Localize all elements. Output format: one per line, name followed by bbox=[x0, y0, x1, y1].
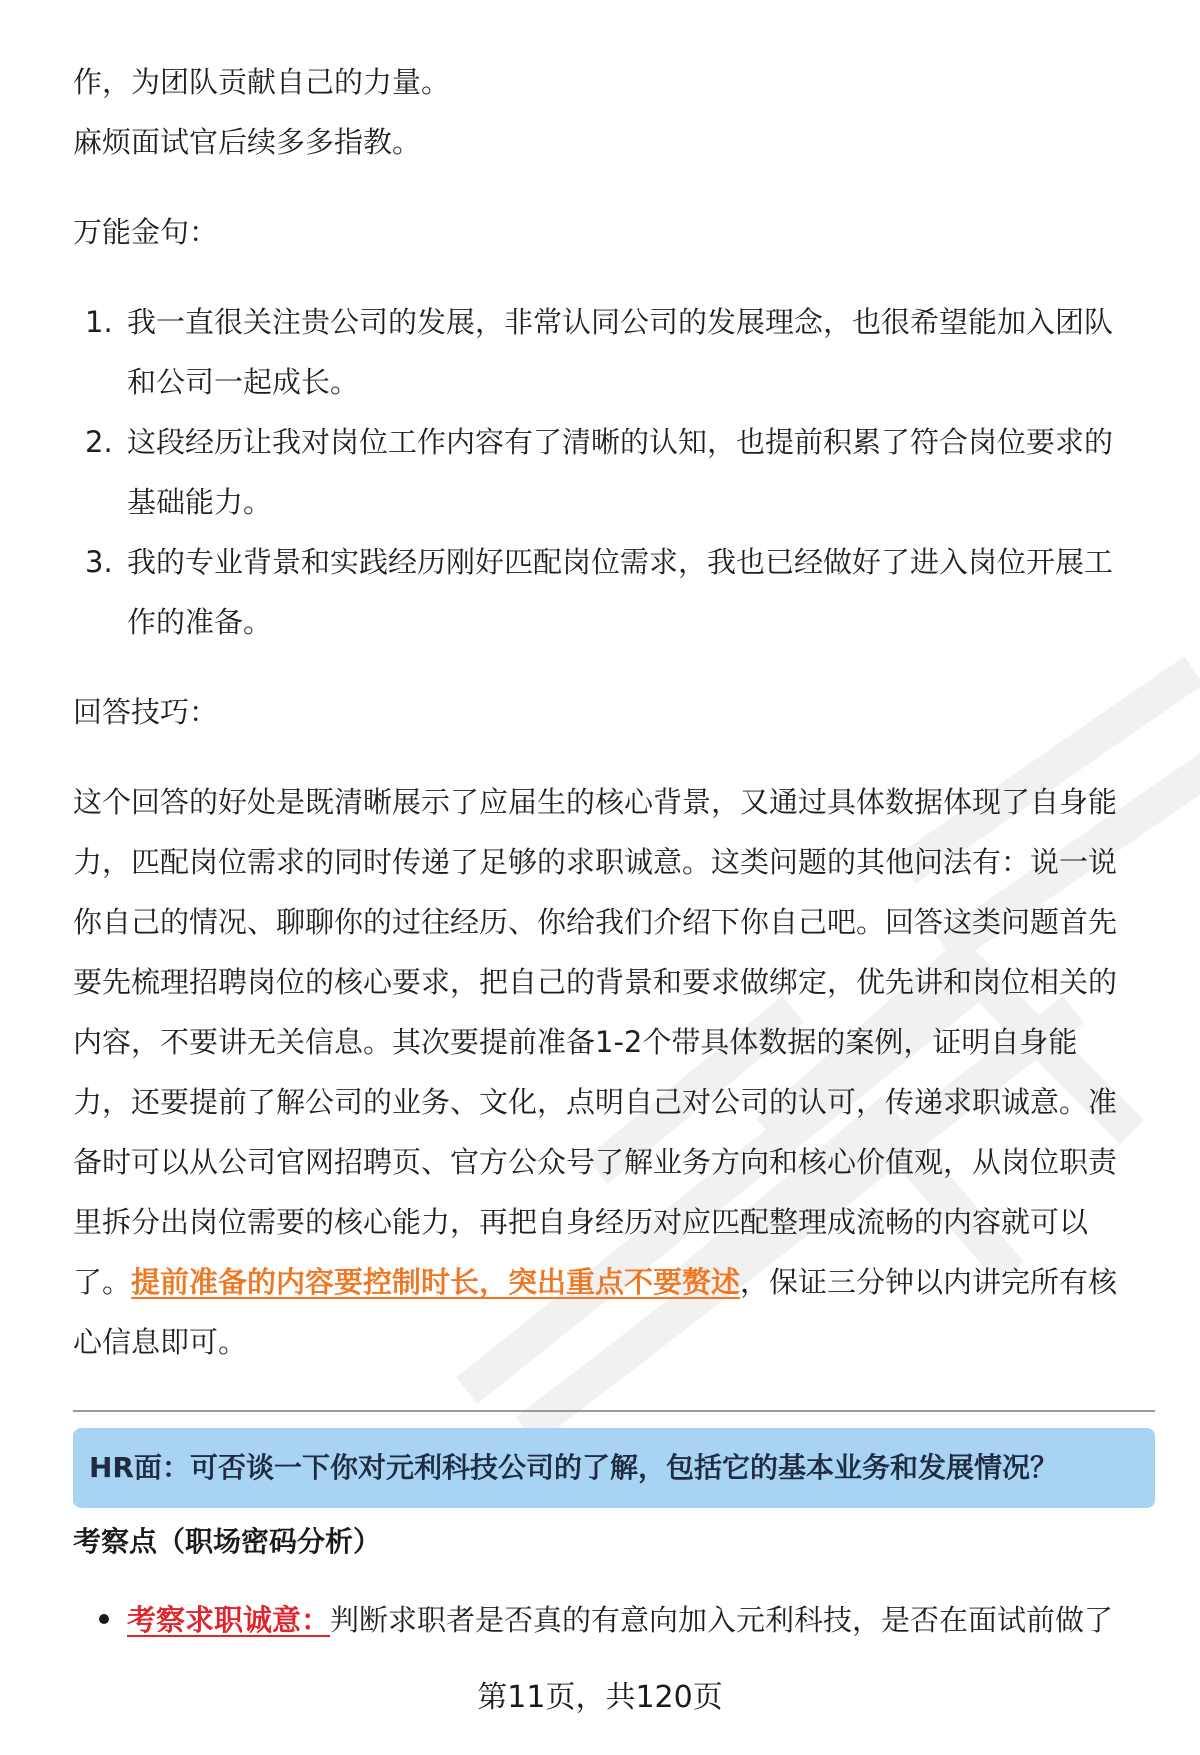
key-point-highlight: 提前准备的内容要控制时长，突出重点不要赘述 bbox=[131, 1265, 741, 1299]
paragraph-line: 力，匹配岗位需求的同时传递了足够的求职诚意。这类问题的其他问法有：说一说 bbox=[73, 845, 1118, 879]
golden-sentences-list bbox=[73, 292, 1153, 652]
paragraph-text: 了。 bbox=[73, 1265, 132, 1299]
golden-sentences-label: 万能金句： bbox=[73, 215, 219, 249]
intro-line: 作，为团队贡献自己的力量。 bbox=[73, 65, 451, 99]
list-item-text: 基础能力。 bbox=[127, 485, 273, 519]
hr-question-box: HR面：可否谈一下你对元利科技公司的了解，包括它的基本业务和发展情况？ bbox=[73, 1428, 1155, 1508]
bullet-dot-icon bbox=[99, 1614, 109, 1624]
answer-tips-label: 回答技巧： bbox=[73, 695, 219, 729]
paragraph-line: 心信息即可。 bbox=[73, 1325, 248, 1359]
list-item-text: 作的准备。 bbox=[127, 605, 273, 639]
list-item bbox=[73, 412, 1153, 532]
list-number: 1. bbox=[85, 305, 113, 339]
paragraph-line: 里拆分出岗位需要的核心能力，再把自身经历对应匹配整理成流畅的内容就可以 bbox=[73, 1205, 1089, 1239]
paragraph-line: 要先梳理招聘岗位的核心要求，把自己的背景和要求做绑定，优先讲和岗位相关的 bbox=[73, 965, 1118, 999]
paragraph-line: 这个回答的好处是既清晰展示了应届生的核心背景，又通过具体数据体现了自身能 bbox=[73, 785, 1118, 819]
paragraph-line: 内容，不要讲无关信息。其次要提前准备1-2个带具体数据的案例，证明自身能 bbox=[73, 1025, 1078, 1059]
list-item-text: 我一直很关注贵公司的发展，非常认同公司的发展理念，也很希望能加入团队 bbox=[127, 305, 1114, 339]
main-content bbox=[73, 52, 1153, 1372]
list-item-text: 这段经历让我对岗位工作内容有了清晰的认知，也提前积累了符合岗位要求的 bbox=[127, 425, 1114, 459]
intro-line: 麻烦面试官后续多多指教。 bbox=[73, 125, 422, 159]
list-number: 2. bbox=[85, 425, 113, 459]
bullet-item bbox=[73, 1590, 1155, 1650]
paragraph-line: 你自己的情况、聊聊你的过往经历、你给我们介绍下你自己吧。回答这类问题首先 bbox=[73, 905, 1118, 939]
bullet-text: 判断求职者是否真的有意向加入元利科技，是否在面试前做了 bbox=[330, 1603, 1114, 1637]
paragraph-text: ，保证三分钟以内讲完所有核 bbox=[740, 1265, 1118, 1299]
section-divider bbox=[73, 1410, 1155, 1412]
paragraph-line bbox=[73, 1252, 1153, 1312]
list-item-text: 我的专业背景和实践经历刚好匹配岗位需求，我也已经做好了进入岗位开展工 bbox=[127, 545, 1114, 579]
page-number-footer: 第11页，共120页 bbox=[477, 1680, 723, 1715]
list-item bbox=[73, 532, 1153, 652]
answer-tips-paragraph bbox=[73, 772, 1153, 1372]
paragraph-line: 备时可以从公司官网招聘页、官方公众号了解业务方向和核心价值观，从岗位职责 bbox=[73, 1145, 1118, 1179]
list-item bbox=[73, 292, 1153, 412]
section-title: 考察点（职场密码分析） bbox=[73, 1525, 382, 1558]
list-number: 3. bbox=[85, 545, 113, 579]
list-item-text: 和公司一起成长。 bbox=[127, 365, 360, 399]
bullet-highlight: 考察求职诚意： bbox=[127, 1603, 331, 1637]
paragraph-line: 力，还要提前了解公司的业务、文化，点明自己对公司的认可，传递求职诚意。准 bbox=[73, 1085, 1118, 1119]
